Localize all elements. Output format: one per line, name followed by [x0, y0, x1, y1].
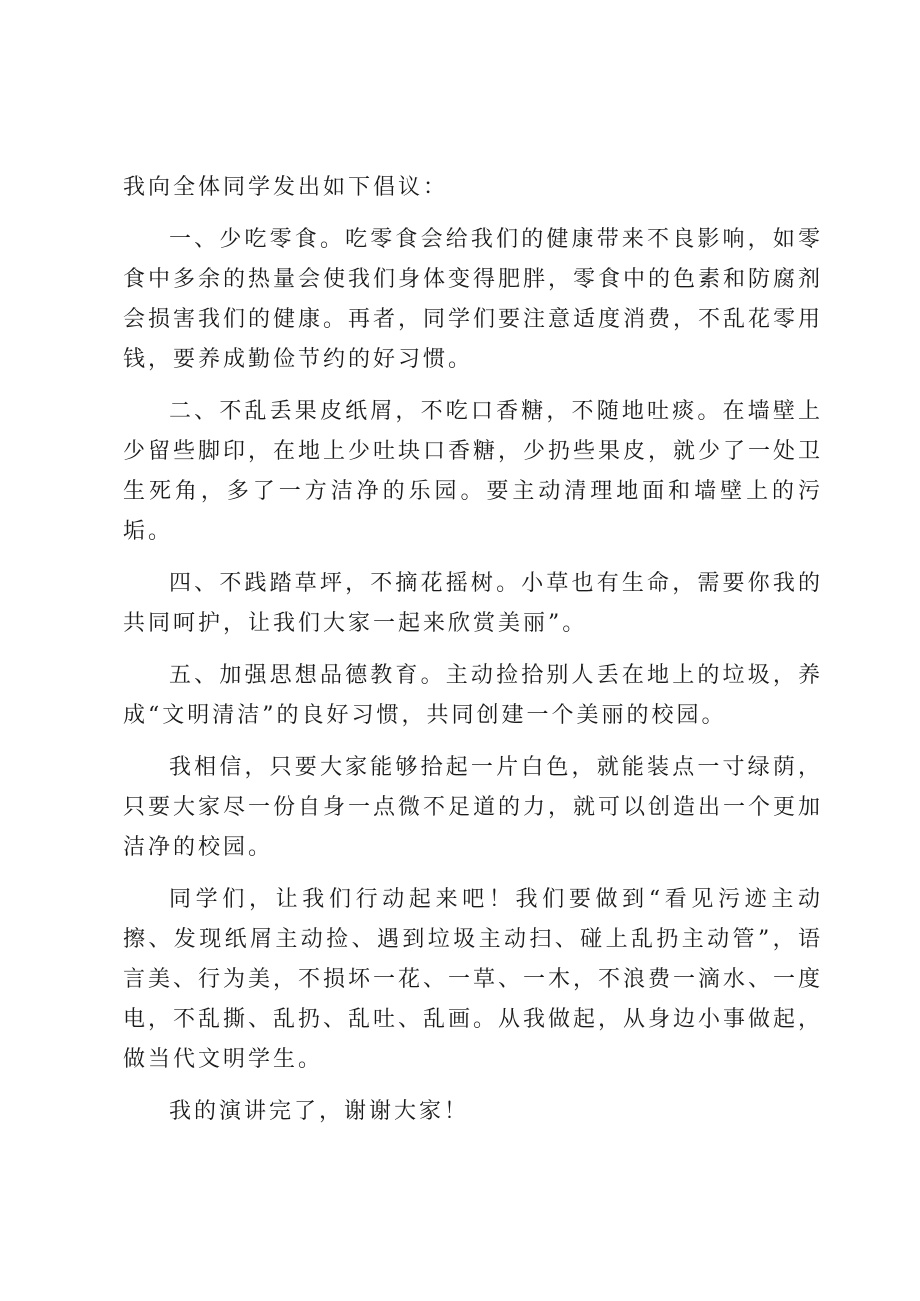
paragraph-belief: 我相信，只要大家能够拾起一片白色，就能装点一寸绿荫，只要大家尽一份自身一点微不足道的力，就可以创造出一个更加洁净的校园。 — [123, 755, 824, 860]
paragraph-proposal-4: 四、不践踏草坪，不摘花摇树。小草也有生命，需要你我的共同呵护，让我们大家一起来欣赏美丽”。 — [123, 571, 823, 636]
paragraph-call-to-action: 同学们，让我们行动起来吧！我们要做到“看见污迹主动擦、发现纸屑主动捡、遇到垃圾主动扫、碰上乱扔主动管”，语言美、行为美，不损坏一花、一草、一木，不浪费一滴水、一度电，不乱撕、乱扔、乱吐、乱画。从我做起，从身边小事做起，做当代文明学生。 — [123, 887, 824, 1072]
document-body — [123, 168, 823, 1144]
paragraph-proposal-1: 一、少吃零食。吃零食会给我们的健康带来不良影响，如零食中多余的热量会使我们身体变得肥胖，零食中的色素和防腐剂会损害我们的健康。再者，同学们要注意适度消费，不乱花零用钱，要养成勤俭节约的好习惯。 — [123, 227, 824, 372]
paragraph-proposal-2: 二、不乱丢果皮纸屑，不吃口香糖，不随地吐痰。在墙壁上少留些脚印，在地上少吐块口香糖，少扔些果皮，就少了一处卫生死角，多了一方洁净的乐园。要主动清理地面和墙壁上的污垢。 — [123, 399, 824, 544]
paragraph-closing: 我的演讲完了，谢谢大家！ — [169, 1099, 470, 1124]
paragraph-intro: 我向全体同学发出如下倡议： — [123, 175, 449, 200]
paragraph-proposal-5: 五、加强思想品德教育。主动捡拾别人丢在地上的垃圾，养成“文明清洁”的良好习惯，共同创建一个美丽的校园。 — [123, 663, 823, 728]
